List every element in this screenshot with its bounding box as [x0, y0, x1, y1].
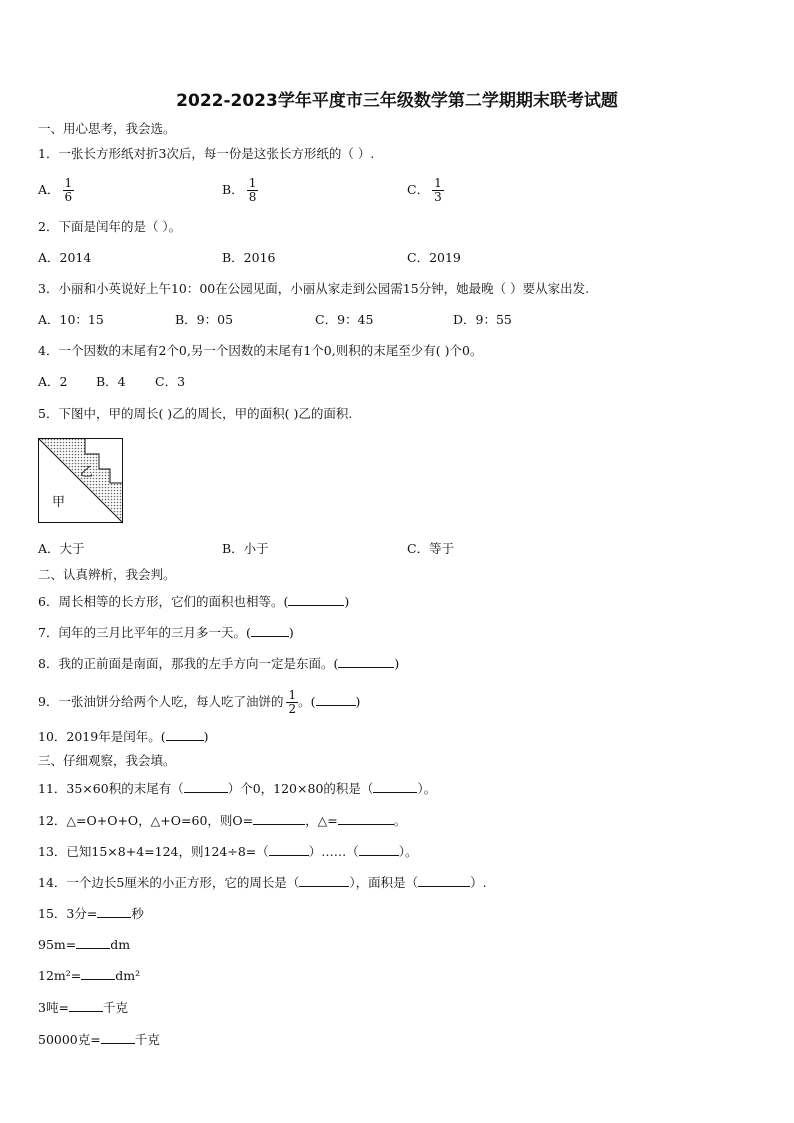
- fraction: $\frac{1}{3}$: [434, 176, 442, 204]
- page-title: 2022-2023学年平度市三年级数学第二学期期末联考试题: [176, 91, 618, 111]
- question-1-option-a: A． $\frac{1}{6}$: [38, 176, 73, 204]
- label-yi: 乙: [80, 465, 94, 480]
- question-11: 11．35×60积的末尾有（ ）个0，120×80的积是（ ）。: [38, 781, 437, 796]
- answer-blank[interactable]: [299, 874, 349, 887]
- label-jia: 甲: [52, 495, 66, 510]
- answer-blank[interactable]: [69, 999, 103, 1012]
- question-10: 10．2019年是闰年。( ): [38, 729, 209, 744]
- question-15-line-4: 3吨= 千克: [38, 1000, 128, 1015]
- answer-blank[interactable]: [253, 812, 305, 825]
- answer-blank[interactable]: [316, 693, 356, 706]
- answer-blank[interactable]: [101, 1031, 135, 1044]
- question-15-line-3: 12m²= dm²: [38, 968, 141, 983]
- question-9: 9．一张油饼分给两个人吃，每人吃了油饼的 $\frac{1}{2}$ 。( ): [38, 688, 361, 716]
- question-3-option-c: C．9：45: [315, 312, 374, 327]
- question-5-option-b: B．小于: [222, 541, 269, 556]
- answer-blank[interactable]: [184, 780, 228, 793]
- question-4-option-a: A．2: [38, 374, 68, 389]
- question-5-option-a: A．大于: [38, 541, 85, 556]
- answer-blank[interactable]: [251, 624, 289, 637]
- answer-blank[interactable]: [373, 780, 417, 793]
- question-15-line-1: 15．3分= 秒: [38, 906, 144, 921]
- answer-blank[interactable]: [288, 593, 344, 606]
- question-8: 8．我的正前面是南面，那我的左手方向一定是东面。( ): [38, 656, 400, 671]
- answer-blank[interactable]: [418, 874, 470, 887]
- question-2-option-c: C．2019: [407, 250, 461, 265]
- section-heading-fill: 三、仔细观察，我会填。: [38, 753, 176, 768]
- answer-blank[interactable]: [338, 812, 394, 825]
- question-15-line-5: 50000克= 千克: [38, 1032, 160, 1047]
- question-2-option-a: A．2014: [38, 250, 92, 265]
- question-13: 13．已知15×8+4=124，则124÷8=（ ）……（ ）。: [38, 844, 418, 859]
- question-3-option-a: A．10：15: [38, 312, 104, 327]
- question-3-stem: 3．小丽和小英说好上午10：00在公园见面，小丽从家走到公园需15分钟，她最晚（ ）要从家出发.: [38, 281, 590, 296]
- answer-blank[interactable]: [97, 905, 131, 918]
- question-2-stem: 2．下面是闰年的是（ ）。: [38, 219, 182, 234]
- section-heading-judge: 二、认真辨析，我会判。: [38, 567, 176, 582]
- question-3-option-b: B．9：05: [175, 312, 234, 327]
- question-3-option-d: D．9：55: [453, 312, 512, 327]
- question-5-option-c: C．等于: [407, 541, 455, 556]
- answer-blank[interactable]: [76, 936, 110, 949]
- fraction: $\frac{1}{2}$: [288, 688, 297, 716]
- section-heading-choice: 一、用心思考，我会选。: [38, 121, 176, 136]
- answer-blank[interactable]: [359, 843, 399, 856]
- question-12: 12．△=O+O+O，△+O=60，则O= ，△= 。: [38, 813, 407, 828]
- question-1-option-b: B． $\frac{1}{8}$: [222, 176, 257, 204]
- question-1-stem: 1．一张长方形纸对折3次后，每一份是这张长方形纸的（ ）.: [38, 146, 375, 161]
- fraction: $\frac{1}{6}$: [64, 176, 73, 204]
- answer-blank[interactable]: [81, 967, 115, 980]
- question-6: 6．周长相等的长方形，它们的面积也相等。( ): [38, 594, 350, 609]
- question-1-option-c: C． $\frac{1}{3}$: [407, 176, 442, 204]
- question-14: 14．一个边长5厘米的小正方形，它的周长是（ ），面积是（ ）.: [38, 875, 487, 890]
- answer-blank[interactable]: [338, 655, 394, 668]
- question-4-option-b: B．4: [96, 374, 126, 389]
- question-4-option-c: C．3: [155, 374, 186, 389]
- answer-blank[interactable]: [269, 843, 309, 856]
- answer-blank[interactable]: [166, 728, 204, 741]
- question-4-stem: 4．一个因数的末尾有2个0,另一个因数的末尾有1个0,则积的末尾至少有( )个0。: [38, 343, 483, 358]
- question-2-option-b: B．2016: [222, 250, 276, 265]
- stepped-square-figure: [38, 438, 124, 524]
- question-15-line-2: 95m= dm: [38, 937, 131, 952]
- question-5-stem: 5．下图中，甲的周长( )乙的周长，甲的面积( )乙的面积.: [38, 406, 353, 421]
- fraction: $\frac{1}{8}$: [248, 176, 257, 204]
- question-7: 7．闰年的三月比平年的三月多一天。( ): [38, 625, 294, 640]
